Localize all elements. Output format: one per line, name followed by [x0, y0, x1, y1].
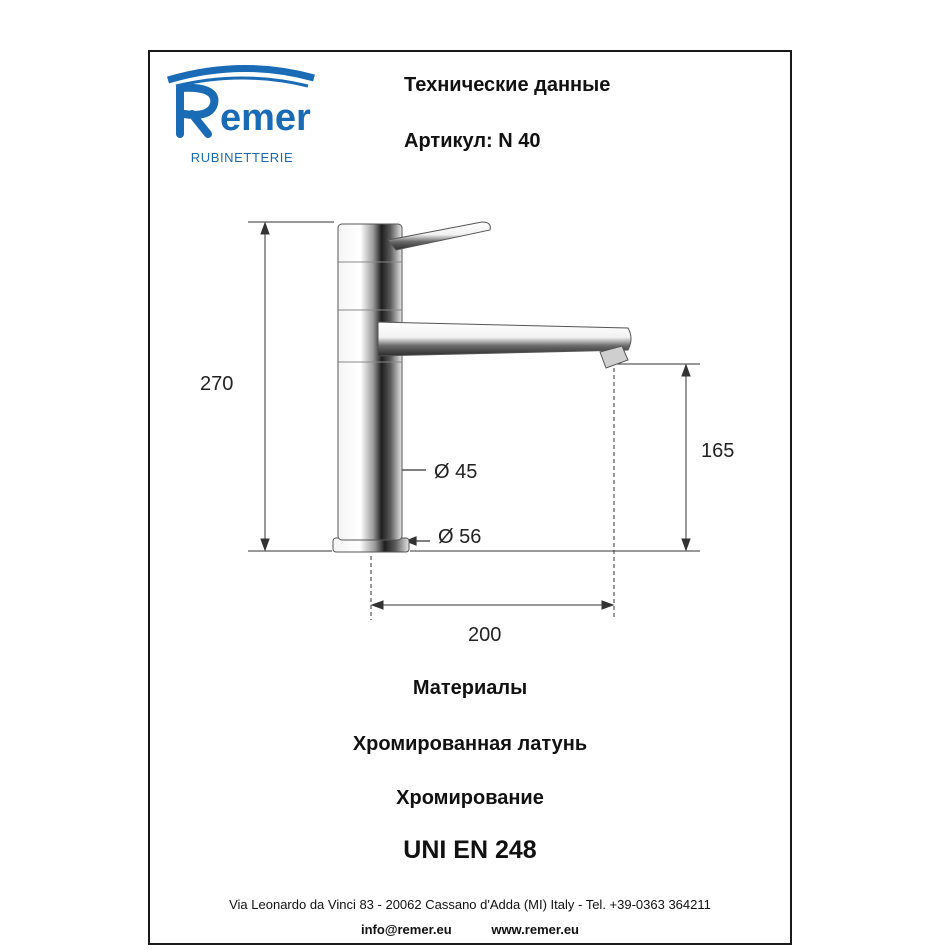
email-link[interactable]: info@remer.eu [361, 922, 452, 937]
dim-diameter-45-text: Ø 45 [434, 461, 478, 483]
dim-165-text: 165 [701, 440, 735, 462]
faucet-technical-drawing [150, 200, 790, 660]
website-link[interactable]: www.remer.eu [491, 922, 579, 937]
article-label: Артикул: [404, 130, 493, 152]
company-address: Via Leonardo da Vinci 83 - 20062 Cassano d'Adda (MI) Italy - Tel. +39-0363 364211 [229, 897, 711, 912]
logo-subtitle: RUBINETTERIE [190, 150, 294, 165]
dim-270-text: 270 [200, 373, 234, 395]
dimension-165-lines [410, 364, 700, 551]
material-value: Хромированная латунь [352, 733, 588, 755]
materials-heading: Материалы [412, 677, 528, 699]
svg-text:emer: emer [220, 97, 311, 139]
faucet-body [333, 222, 631, 552]
article-number [404, 130, 541, 153]
article-value: N 40 [498, 130, 541, 152]
finish-value: Хромирование [396, 787, 544, 809]
page-title: Технические данные [404, 74, 611, 96]
dimension-200-lines [371, 368, 614, 620]
contact-line [150, 922, 790, 937]
dim-diameter-56-text: Ø 56 [438, 526, 482, 548]
dimension-270-lines [248, 222, 334, 551]
standard-value: UNI EN 248 [403, 836, 537, 864]
dim-200-text: 200 [468, 624, 502, 646]
